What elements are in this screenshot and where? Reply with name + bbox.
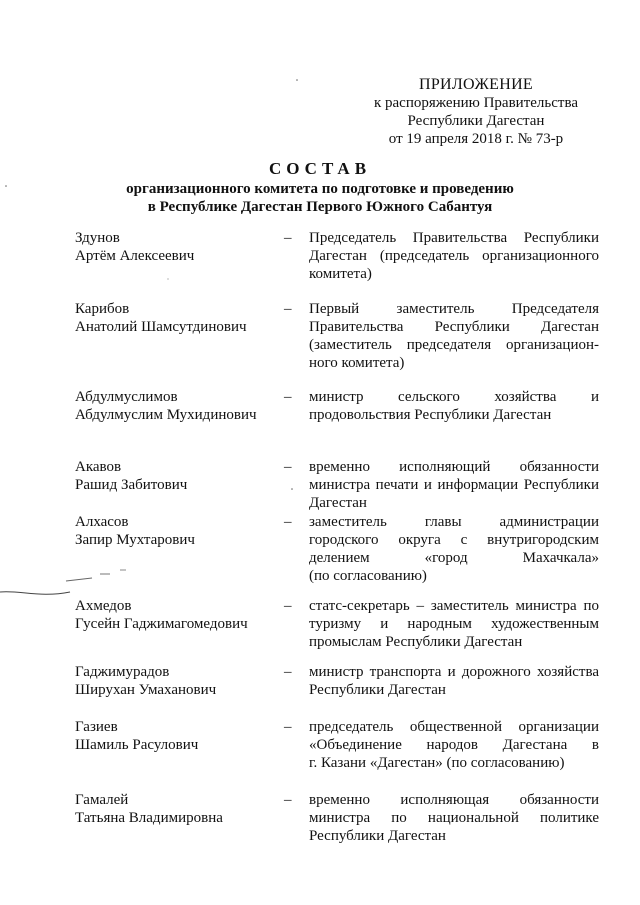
member-dash: – [284, 514, 292, 530]
member-name [75, 229, 275, 265]
member-role-line: Дагестан (председатель организационного [309, 248, 599, 264]
member-role-line: г. Казани «Дагестан» (по согласованию) [309, 755, 565, 771]
member-role-line: делением «город Махачкала» [309, 550, 599, 566]
member-role-line: промыслам Республики Дагестан [309, 634, 523, 650]
member-given-names: Артём Алексеевич [75, 248, 195, 264]
member-name [75, 663, 275, 699]
member-given-names: Татьяна Владимировна [75, 810, 223, 826]
member-surname: Абдулмуслимов [75, 389, 178, 405]
member-given-names: Ширухан Умаханович [75, 682, 217, 698]
member-given-names: Абдулмуслим Мухидинович [75, 407, 257, 423]
member-surname: Акавов [75, 459, 122, 475]
member-role-line: статс-секретарь – заместитель министра по [309, 598, 599, 614]
member-dash: – [284, 664, 292, 680]
member-given-names: Запир Мухтарович [75, 532, 195, 548]
member-given-names: Гусейн Гаджимагомедович [75, 616, 248, 632]
member-role [309, 300, 599, 372]
member-role [309, 229, 599, 283]
member-name [75, 458, 275, 494]
title-sub-1: организационного комитета по подготовке и проведению [126, 181, 514, 197]
member-role [309, 663, 599, 699]
member-role-line: Республики Дагестан [309, 682, 446, 698]
member-surname: Гамалей [75, 792, 129, 808]
member-role [309, 458, 599, 512]
member-role-line: временно исполняющий обязанности [309, 459, 599, 475]
member-role-line: заместитель главы администрации [309, 514, 599, 530]
member-role [309, 597, 599, 651]
member-given-names: Шамиль Расулович [75, 737, 199, 753]
member-surname: Алхасов [75, 514, 129, 530]
member-role-line: ного комитета) [309, 355, 405, 371]
member-role-line: продовольствия Республики Дагестан [309, 407, 552, 423]
member-name [75, 300, 275, 336]
appendix-label: ПРИЛОЖЕНИЕ [418, 76, 533, 93]
member-dash: – [284, 230, 292, 246]
member-role-line: министр транспорта и дорожного хозяйства [309, 664, 599, 680]
member-role-line: комитета) [309, 266, 372, 282]
member-dash: – [284, 459, 292, 475]
member-given-names: Анатолий Шамсутдинович [75, 319, 247, 335]
member-role-line: министра по национальной политике [309, 810, 599, 826]
appendix-header [374, 76, 578, 148]
member-dash: – [284, 389, 292, 405]
title-main: СОСТАВ [268, 159, 372, 178]
member-name [75, 597, 275, 633]
member-dash: – [284, 598, 292, 614]
member-name [75, 791, 275, 827]
member-surname: Карибов [75, 301, 130, 317]
member-role-line: Республики Дагестан [309, 828, 446, 844]
member-role [309, 513, 599, 585]
member-name [75, 388, 275, 424]
title-sub-2: в Республике Дагестан Первого Южного Сабантуя [147, 199, 493, 215]
member-given-names: Рашид Забитович [75, 477, 188, 493]
member-role-line: Правительства Республики Дагестан [309, 319, 599, 335]
member-name [75, 718, 275, 754]
member-surname: Ахмедов [75, 598, 132, 614]
member-role-line: председатель общественной организации [309, 719, 599, 735]
member-role [309, 388, 599, 424]
member-role-line: Председатель Правительства Республики [309, 230, 599, 246]
member-role [309, 718, 599, 772]
member-dash: – [284, 792, 292, 808]
member-role-line: Первый заместитель Председателя [309, 301, 599, 317]
member-role-line: (заместитель председателя организацион- [309, 337, 599, 353]
member-role-line: «Объединение народов Дагестана в [309, 737, 599, 753]
document-title [0, 158, 640, 216]
member-name [75, 513, 275, 549]
appendix-reference: к распоряжению Правительства [373, 95, 578, 111]
member-surname: Здунов [75, 230, 120, 246]
member-role [309, 791, 599, 845]
member-dash: – [284, 301, 292, 317]
appendix-date: от 19 апреля 2018 г. № 73-р [388, 131, 564, 147]
member-role-line: министр сельского хозяйства и [309, 389, 599, 405]
member-role-line: временно исполняющая обязанности [309, 792, 599, 808]
member-role-line: Дагестан [309, 495, 367, 511]
member-role-line: городского округа с внутригородским [309, 532, 599, 548]
appendix-authority: Республики Дагестан [407, 113, 545, 129]
member-dash: – [284, 719, 292, 735]
member-role-line: (по согласованию) [309, 568, 427, 584]
member-role-line: туризму и народным художественным [309, 616, 599, 632]
member-surname: Гаджимурадов [75, 664, 170, 680]
member-surname: Газиев [75, 719, 118, 735]
member-role-line: министра печати и информации Республики [309, 477, 599, 493]
